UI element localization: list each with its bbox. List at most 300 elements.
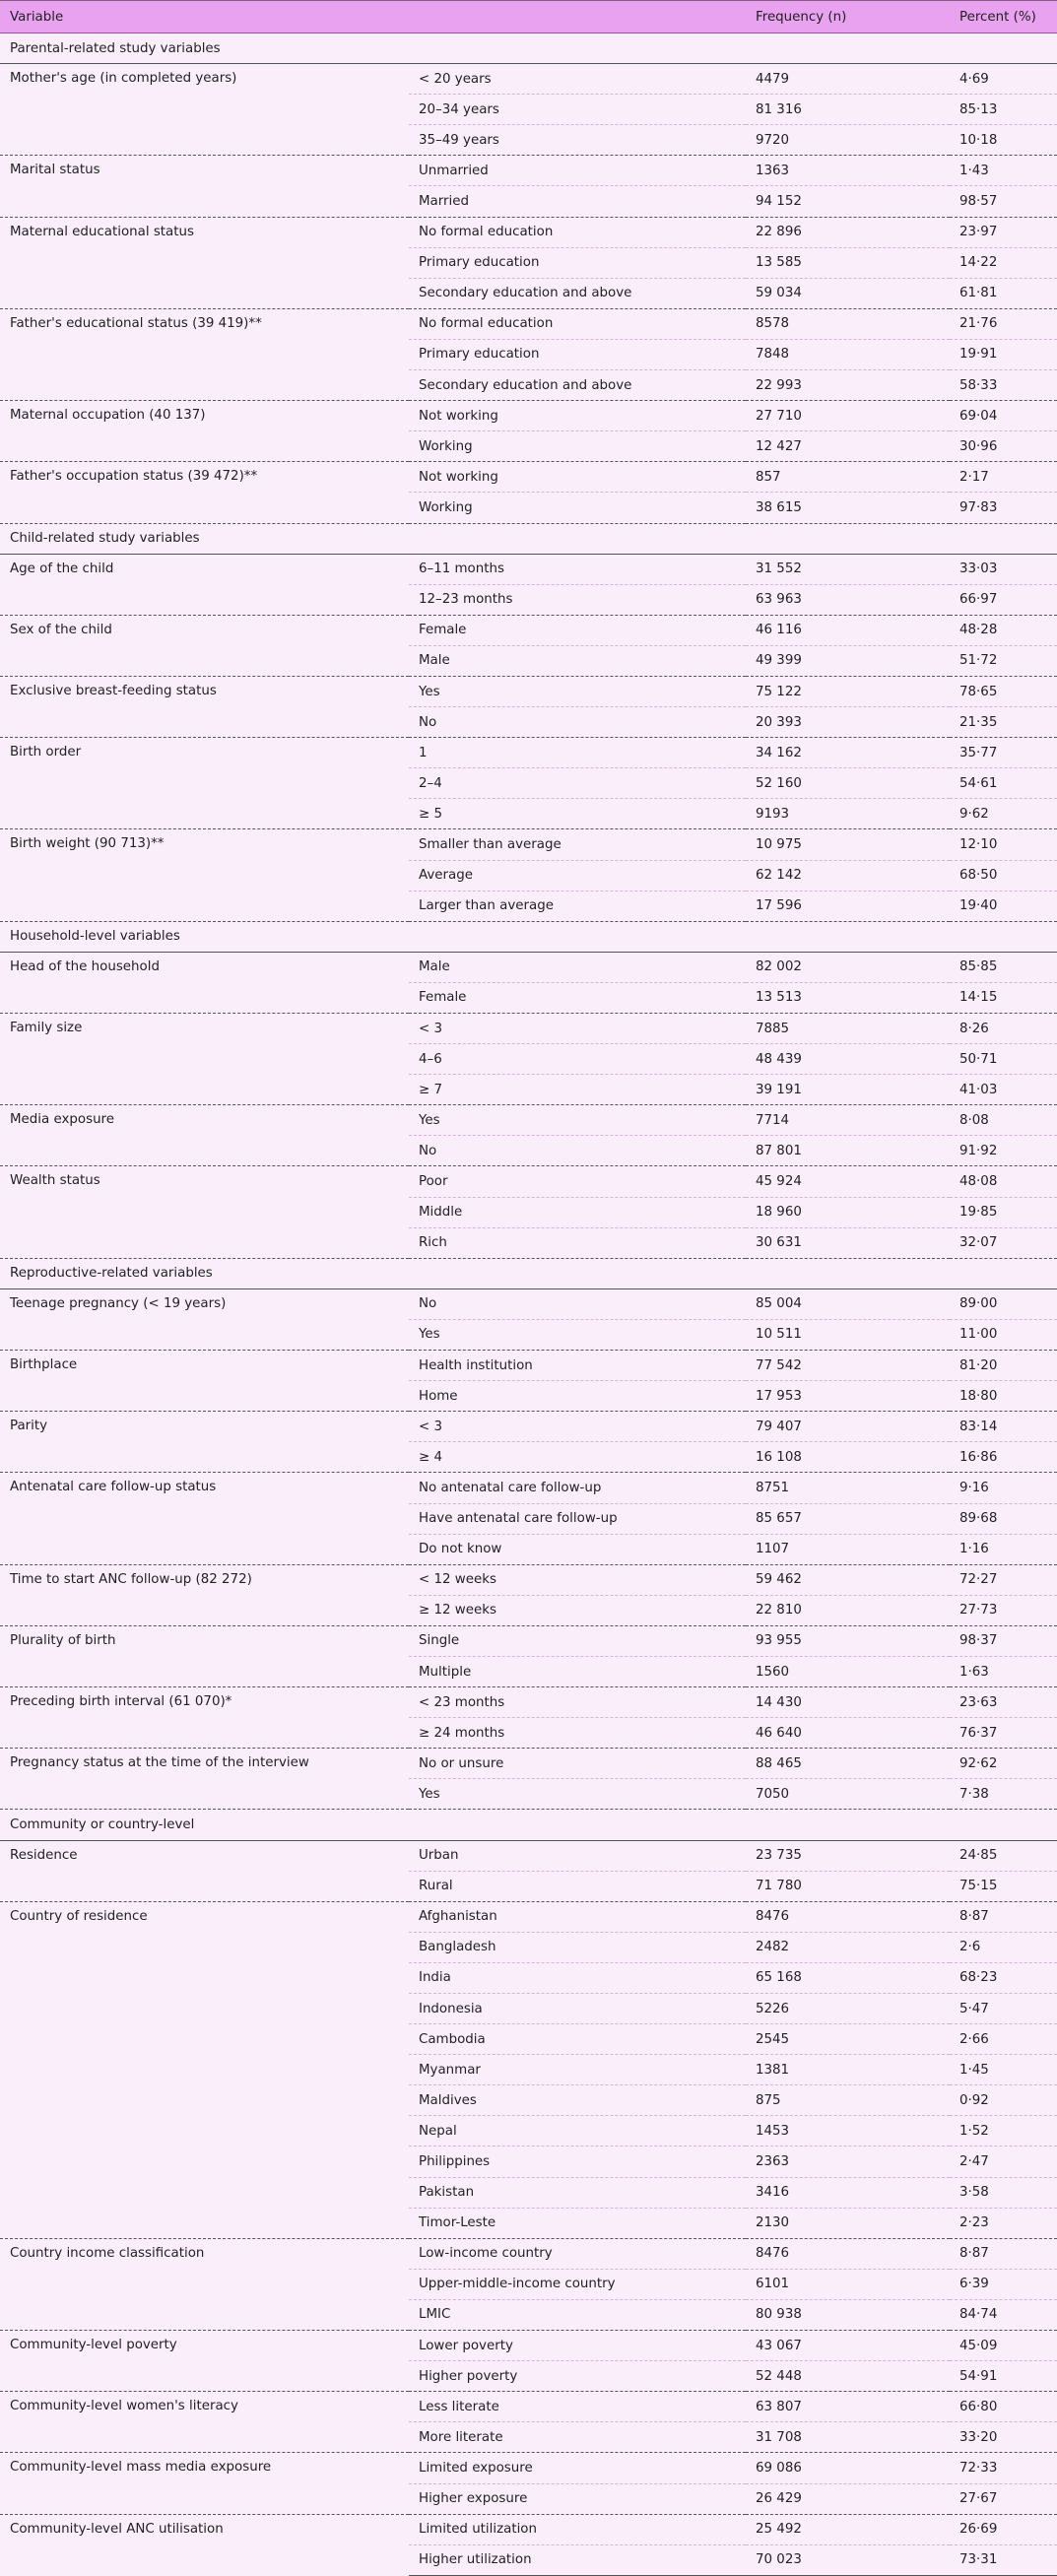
percent-value: 10·18 xyxy=(959,132,998,148)
percent-value: 33·03 xyxy=(950,554,1057,584)
level-label: < 23 months xyxy=(409,1687,746,1718)
percent-value: 72·33 xyxy=(950,2453,1057,2483)
frequency-value: 52 160 xyxy=(746,768,950,799)
level-label: 20–34 years xyxy=(409,95,746,125)
frequency-value: 16 108 xyxy=(756,1449,802,1465)
level-label: Higher poverty xyxy=(419,2368,518,2384)
variable-name: Father's educational status (39 419)** xyxy=(0,308,409,400)
percent-value: 21·76 xyxy=(950,308,1057,339)
frequency-value: 70 023 xyxy=(746,2544,950,2575)
level-label: 1 xyxy=(409,738,746,768)
frequency-value: 52 448 xyxy=(756,2368,802,2384)
level-label: Yes xyxy=(409,676,746,706)
frequency-value: 88 465 xyxy=(746,1749,950,1779)
level-label: Urban xyxy=(409,1840,746,1871)
variable-name: Family size xyxy=(0,1014,409,1105)
frequency-value: 46 640 xyxy=(756,1725,802,1741)
header-level xyxy=(409,1,746,33)
level-label: ≥ 5 xyxy=(419,806,442,822)
variable-name: Parity xyxy=(0,1412,409,1473)
frequency-value: 43 067 xyxy=(746,2331,950,2361)
frequency-value: 1363 xyxy=(746,156,950,186)
level-label: Higher utilization xyxy=(409,2544,746,2575)
level-label: No xyxy=(409,1288,746,1319)
level-label: Female xyxy=(409,615,746,645)
variable-name: Teenage pregnancy (< 19 years) xyxy=(10,1295,227,1311)
frequency-value: 1560 xyxy=(756,1664,790,1680)
table-row xyxy=(0,217,1057,247)
level-label: Secondary education and above xyxy=(419,286,632,301)
frequency-value: 9720 xyxy=(756,132,790,148)
level-label: Secondary education and above xyxy=(419,377,632,393)
frequency-value: 87 801 xyxy=(756,1143,802,1158)
table-row xyxy=(0,401,1057,431)
header-frequency: Frequency (n) xyxy=(746,1,950,33)
variable-name: Time to start ANC follow-up (82 272) xyxy=(0,1564,409,1625)
percent-value: 8·08 xyxy=(950,1105,1057,1136)
variable-name: Marital status xyxy=(0,156,409,217)
percent-value: 8·87 xyxy=(950,2238,1057,2269)
percent-value: 19·40 xyxy=(959,898,998,914)
frequency-value: 79 407 xyxy=(746,1412,950,1442)
section-row xyxy=(0,1258,1057,1288)
frequency-value: 27 710 xyxy=(746,401,950,431)
percent-value: 68·50 xyxy=(950,860,1057,891)
percent-value: 89·68 xyxy=(950,1503,1057,1534)
variable-name: Sex of the child xyxy=(0,615,409,676)
frequency-value: 10 511 xyxy=(756,1327,802,1343)
frequency-value: 85 657 xyxy=(746,1503,950,1534)
level-label: 35–49 years xyxy=(419,132,499,148)
table-row xyxy=(0,1412,1057,1442)
level-label: < 3 xyxy=(409,1014,746,1044)
percent-value: 51·72 xyxy=(959,653,998,669)
level-label: Male xyxy=(409,952,746,982)
percent-value: 23·63 xyxy=(950,1687,1057,1718)
level-label: Larger than average xyxy=(419,898,554,914)
frequency-value: 39 191 xyxy=(756,1082,802,1097)
level-label: ≥ 24 months xyxy=(419,1725,505,1741)
level-label: Rich xyxy=(419,1235,447,1251)
level-label: Health institution xyxy=(409,1351,746,1381)
level-label: Working xyxy=(419,438,473,454)
frequency-value: 69 086 xyxy=(746,2453,950,2483)
frequency-value: 20 393 xyxy=(756,714,802,730)
level-label: Middle xyxy=(409,1197,746,1227)
frequency-value: 77 542 xyxy=(746,1351,950,1381)
level-label: No xyxy=(419,1143,437,1158)
frequency-value: 46 116 xyxy=(746,615,950,645)
level-label: India xyxy=(409,1962,746,1993)
percent-value: 32·07 xyxy=(959,1235,998,1251)
level-label: Smaller than average xyxy=(409,829,746,860)
variable-name: Country income classification xyxy=(0,2238,409,2330)
percent-value: 6·39 xyxy=(950,2269,1057,2299)
level-label: Pakistan xyxy=(409,2177,746,2208)
percent-value: 2·47 xyxy=(950,2147,1057,2177)
frequency-value: 13 513 xyxy=(756,990,802,1006)
level-label: Yes xyxy=(419,1327,440,1343)
frequency-value: 8578 xyxy=(746,308,950,339)
level-label: Lower poverty xyxy=(409,2331,746,2361)
frequency-value: 59 034 xyxy=(756,286,802,301)
level-label: Not working xyxy=(409,401,746,431)
frequency-value: 31 552 xyxy=(746,554,950,584)
level-label: Primary education xyxy=(409,247,746,278)
percent-value: 48·08 xyxy=(950,1166,1057,1197)
frequency-value: 48 439 xyxy=(746,1044,950,1075)
percent-value: 4·69 xyxy=(950,64,1057,95)
percent-value: 58·33 xyxy=(959,377,998,393)
table-row xyxy=(0,1166,1057,1197)
frequency-value: 1107 xyxy=(756,1542,790,1557)
frequency-value: 7050 xyxy=(756,1786,790,1802)
level-label: No xyxy=(419,714,437,730)
frequency-value: 82 002 xyxy=(746,952,950,982)
percent-value: 50·71 xyxy=(950,1044,1057,1075)
level-label: ≥ 12 weeks xyxy=(419,1603,496,1618)
percent-value: 2·17 xyxy=(950,462,1057,493)
level-label: Male xyxy=(419,653,450,669)
variable-name: Birth weight (90 713)** xyxy=(0,829,409,921)
frequency-value: 18 960 xyxy=(746,1197,950,1227)
frequency-value: 12 427 xyxy=(756,438,802,454)
section-title: Parental-related study variables xyxy=(0,33,1057,64)
variable-name: Maternal occupation (40 137) xyxy=(0,401,409,462)
frequency-value: 7848 xyxy=(746,339,950,369)
frequency-value: 31 708 xyxy=(756,2429,802,2445)
percent-value: 33·20 xyxy=(959,2429,998,2445)
frequency-value: 857 xyxy=(746,462,950,493)
percent-value: 61·81 xyxy=(959,286,998,301)
variable-name: Plurality of birth xyxy=(0,1625,409,1686)
percent-value: 72·27 xyxy=(950,1564,1057,1595)
frequency-value: 5226 xyxy=(746,1994,950,2024)
table-row xyxy=(0,952,1057,982)
table-row xyxy=(0,738,1057,768)
frequency-value: 22 896 xyxy=(746,217,950,247)
percent-value: 85·13 xyxy=(950,95,1057,125)
percent-value: 8·87 xyxy=(950,1901,1057,1932)
table-row xyxy=(0,1473,1057,1503)
table-row xyxy=(0,1749,1057,1779)
frequency-value: 2363 xyxy=(746,2147,950,2177)
frequency-value: 63 963 xyxy=(756,592,802,608)
level-label: Timor-Leste xyxy=(419,2215,496,2231)
variable-name: Community-level poverty xyxy=(0,2331,409,2392)
level-label: < 3 xyxy=(409,1412,746,1442)
frequency-value: 25 492 xyxy=(746,2514,950,2544)
level-label: Primary education xyxy=(409,339,746,369)
level-label: Bangladesh xyxy=(409,1932,746,1962)
variable-name: Head of the household xyxy=(10,958,160,974)
level-label: Average xyxy=(409,860,746,891)
percent-value: 98·57 xyxy=(959,194,998,210)
frequency-value: 1381 xyxy=(746,2055,950,2085)
percent-value: 24·85 xyxy=(950,1840,1057,1871)
percent-value: 48·28 xyxy=(950,615,1057,645)
table-row xyxy=(0,1351,1057,1381)
percent-value: 66·80 xyxy=(950,2392,1057,2422)
frequency-value: 2545 xyxy=(746,2024,950,2055)
table-row xyxy=(0,615,1057,645)
section-title: Household-level variables xyxy=(0,921,1057,952)
percent-value: 54·61 xyxy=(950,768,1057,799)
variable-name: Community-level ANC utilisation xyxy=(0,2514,409,2575)
table-row xyxy=(0,462,1057,493)
percent-value: 97·83 xyxy=(959,499,998,515)
table-row xyxy=(0,829,1057,860)
table-row xyxy=(0,1564,1057,1595)
percent-value: 75·15 xyxy=(959,1879,998,1894)
percent-value: 8·26 xyxy=(950,1014,1057,1044)
section-row xyxy=(0,523,1057,554)
frequency-value: 3416 xyxy=(746,2177,950,2208)
level-label: Upper-middle-income country xyxy=(409,2269,746,2299)
variable-name: Mother's age (in completed years) xyxy=(10,71,237,87)
frequency-value: 71 780 xyxy=(756,1879,802,1894)
frequency-value: 8476 xyxy=(746,1901,950,1932)
level-label: Female xyxy=(419,990,467,1006)
percent-value: 78·65 xyxy=(950,676,1057,706)
level-label: No antenatal care follow-up xyxy=(409,1473,746,1503)
frequency-value: 17 596 xyxy=(756,898,802,914)
percent-value: 2·66 xyxy=(950,2024,1057,2055)
level-label: Poor xyxy=(409,1166,746,1197)
level-label: ≥ 7 xyxy=(419,1082,442,1097)
level-label: No or unsure xyxy=(409,1749,746,1779)
table-row xyxy=(0,1625,1057,1656)
percent-value: 45·09 xyxy=(950,2331,1057,2361)
frequency-value: 8476 xyxy=(746,2238,950,2269)
variable-name: Community-level mass media exposure xyxy=(0,2453,409,2514)
level-label: No formal education xyxy=(409,217,746,247)
variable-name: Birthplace xyxy=(0,1351,409,1412)
table-row xyxy=(0,554,1057,584)
percent-value: 81·20 xyxy=(950,1351,1057,1381)
variable-name: Wealth status xyxy=(0,1166,409,1258)
level-label: 6–11 months xyxy=(409,554,746,584)
frequency-value: 17 953 xyxy=(756,1388,802,1404)
section-row xyxy=(0,921,1057,952)
section-row xyxy=(0,1810,1057,1840)
section-title: Reproductive-related variables xyxy=(0,1258,1057,1288)
table-row xyxy=(0,1840,1057,1871)
level-label: Married xyxy=(419,194,469,210)
table-row xyxy=(0,676,1057,706)
percent-value: 19·85 xyxy=(950,1197,1057,1227)
table-row xyxy=(0,1687,1057,1718)
frequency-value: 22 810 xyxy=(756,1603,802,1618)
table-row xyxy=(0,2238,1057,2269)
section-row xyxy=(0,33,1057,64)
percent-value: 1·45 xyxy=(950,2055,1057,2085)
variable-name: Exclusive breast-feeding status xyxy=(0,676,409,737)
percent-value: 18·80 xyxy=(959,1388,998,1404)
table-row xyxy=(0,2453,1057,2483)
percent-value: 14·22 xyxy=(950,247,1057,278)
percent-value: 98·37 xyxy=(950,1625,1057,1656)
variable-name: Pregnancy status at the time of the interview xyxy=(0,1749,409,1810)
frequency-value: 34 162 xyxy=(746,738,950,768)
percent-value: 68·23 xyxy=(950,1962,1057,1993)
table-body xyxy=(0,33,1057,2576)
percent-value: 76·37 xyxy=(959,1725,998,1741)
frequency-value: 30 631 xyxy=(756,1235,802,1251)
frequency-value: 59 462 xyxy=(746,1564,950,1595)
percent-value: 85·85 xyxy=(950,952,1057,982)
level-label: Cambodia xyxy=(409,2024,746,2055)
table-row xyxy=(0,1901,1057,1932)
frequency-value: 23 735 xyxy=(746,1840,950,1871)
variable-name: Antenatal care follow-up status xyxy=(0,1473,409,1564)
table-row xyxy=(0,2392,1057,2422)
percent-value: 2·6 xyxy=(950,1932,1057,1962)
frequency-value: 10 975 xyxy=(746,829,950,860)
section-title: Child-related study variables xyxy=(0,523,1057,554)
percent-value: 16·86 xyxy=(959,1449,998,1465)
table-row xyxy=(0,1105,1057,1136)
header-percent: Percent (%) xyxy=(950,1,1057,33)
level-label: 4–6 xyxy=(409,1044,746,1075)
level-label: Multiple xyxy=(419,1664,472,1680)
percent-value: 12·10 xyxy=(950,829,1057,860)
level-label: Limited utilization xyxy=(409,2514,746,2544)
level-label: Not working xyxy=(409,462,746,493)
table-row xyxy=(0,64,1057,95)
table-header-row xyxy=(0,1,1057,33)
frequency-value: 2482 xyxy=(746,1932,950,1962)
percent-value: 84·74 xyxy=(959,2307,998,2323)
level-label: Yes xyxy=(419,1786,440,1802)
level-label: < 12 weeks xyxy=(409,1564,746,1595)
frequency-value: 93 955 xyxy=(746,1625,950,1656)
frequency-value: 7714 xyxy=(746,1105,950,1136)
table-row xyxy=(0,2514,1057,2544)
level-label: Limited exposure xyxy=(409,2453,746,2483)
table-row xyxy=(0,1288,1057,1319)
frequency-value: 45 924 xyxy=(746,1166,950,1197)
table-row xyxy=(0,308,1057,339)
percent-value: 9·16 xyxy=(950,1473,1057,1503)
level-label: Higher exposure xyxy=(419,2491,528,2507)
frequency-value: 1453 xyxy=(746,2116,950,2147)
percent-value: 91·92 xyxy=(959,1143,998,1158)
variable-name: Media exposure xyxy=(0,1105,409,1166)
frequency-value: 875 xyxy=(746,2085,950,2116)
frequency-value: 38 615 xyxy=(756,499,802,515)
percent-value: 14·15 xyxy=(959,990,998,1006)
level-label: Maldives xyxy=(409,2085,746,2116)
level-label: Do not know xyxy=(419,1542,502,1557)
table-row xyxy=(0,2331,1057,2361)
table-row xyxy=(0,156,1057,186)
percent-value: 27·67 xyxy=(959,2491,998,2507)
percent-value: 23·97 xyxy=(950,217,1057,247)
frequency-value: 62 142 xyxy=(746,860,950,891)
variable-name: Father's occupation status (39 472)** xyxy=(0,462,409,523)
variable-name: Birth order xyxy=(0,738,409,829)
percent-value: 30·96 xyxy=(959,438,998,454)
percent-value: 11·00 xyxy=(959,1327,998,1343)
frequency-value: 63 807 xyxy=(746,2392,950,2422)
variable-name: Preceding birth interval (61 070)* xyxy=(0,1687,409,1749)
level-label: No formal education xyxy=(409,308,746,339)
header-variable: Variable xyxy=(0,1,409,33)
variable-name: Country of residence xyxy=(0,1901,409,2238)
level-label: Yes xyxy=(409,1105,746,1136)
percent-value: 5·47 xyxy=(950,1994,1057,2024)
frequency-value: 2130 xyxy=(756,2215,790,2231)
level-label: Afghanistan xyxy=(409,1901,746,1932)
percent-value: 27·73 xyxy=(959,1603,998,1618)
level-label: Low-income country xyxy=(409,2238,746,2269)
frequency-value: 81 316 xyxy=(746,95,950,125)
frequency-value: 85 004 xyxy=(746,1288,950,1319)
frequency-value: 49 399 xyxy=(756,653,802,669)
level-label: Philippines xyxy=(409,2147,746,2177)
frequency-value: 94 152 xyxy=(756,194,802,210)
level-label: < 20 years xyxy=(409,64,746,95)
frequency-value: 4479 xyxy=(746,64,950,95)
percent-value: 1·43 xyxy=(950,156,1057,186)
percent-value: 26·69 xyxy=(950,2514,1057,2544)
percent-value: 2·23 xyxy=(959,2215,989,2231)
frequency-value: 6101 xyxy=(746,2269,950,2299)
variable-name: Residence xyxy=(10,1847,78,1863)
percent-value: 92·62 xyxy=(950,1749,1057,1779)
level-label: Home xyxy=(419,1388,458,1404)
level-label: Single xyxy=(409,1625,746,1656)
level-label: ≥ 4 xyxy=(419,1449,442,1465)
frequency-value: 26 429 xyxy=(756,2491,802,2507)
percent-value: 83·14 xyxy=(950,1412,1057,1442)
level-label: Indonesia xyxy=(409,1994,746,2024)
percent-value: 35·77 xyxy=(950,738,1057,768)
percent-value: 1·63 xyxy=(959,1664,989,1680)
percent-value: 73·31 xyxy=(950,2544,1057,2575)
table-row xyxy=(0,1014,1057,1044)
percent-value: 1·52 xyxy=(950,2116,1057,2147)
percent-value: 89·00 xyxy=(950,1288,1057,1319)
frequency-value: 13 585 xyxy=(746,247,950,278)
level-label: 2–4 xyxy=(409,768,746,799)
variable-name: Maternal educational status xyxy=(0,217,409,308)
section-title: Community or country-level xyxy=(0,1810,1057,1840)
level-label: 12–23 months xyxy=(419,592,513,608)
percent-value: 3·58 xyxy=(950,2177,1057,2208)
percent-value: 69·04 xyxy=(950,401,1057,431)
percent-value: 1·16 xyxy=(959,1542,989,1557)
percent-value: 19·91 xyxy=(950,339,1057,369)
frequency-value: 7885 xyxy=(746,1014,950,1044)
percent-value: 41·03 xyxy=(959,1082,998,1097)
frequency-value: 75 122 xyxy=(746,676,950,706)
frequency-value: 65 168 xyxy=(746,1962,950,1993)
level-label: More literate xyxy=(419,2429,503,2445)
percent-value: 66·97 xyxy=(959,592,998,608)
frequency-value: 14 430 xyxy=(746,1687,950,1718)
variable-name: Age of the child xyxy=(10,561,114,576)
level-label: Rural xyxy=(419,1879,453,1894)
percent-value: 9·62 xyxy=(959,806,989,822)
level-label: LMIC xyxy=(419,2307,451,2323)
percent-value: 54·91 xyxy=(959,2368,998,2384)
level-label: Unmarried xyxy=(409,156,746,186)
frequency-value: 80 938 xyxy=(756,2307,802,2323)
level-label: Less literate xyxy=(409,2392,746,2422)
frequency-value: 8751 xyxy=(746,1473,950,1503)
